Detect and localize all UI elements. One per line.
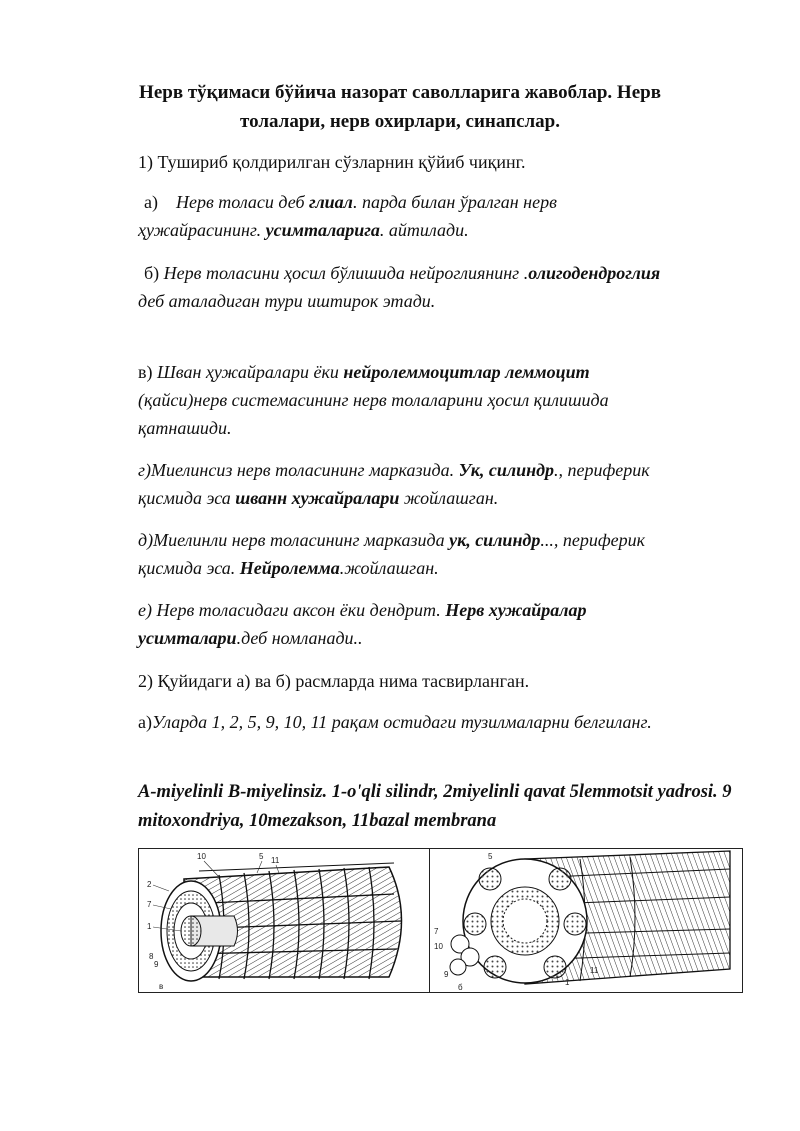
item-v [138, 358, 678, 442]
svg-text:8: 8 [149, 952, 154, 961]
svg-text:5: 5 [488, 852, 493, 861]
question-1: 1) Тушириб қолдирилган сўзларнин қўйиб чиқинг. [138, 152, 526, 172]
item-a-answer-1: глиал [309, 192, 353, 212]
svg-text:1: 1 [565, 978, 570, 987]
item-e-text-2: .деб номланади.. [236, 628, 363, 648]
item-d-answer-1: ук, силиндр [449, 530, 541, 550]
item-e [138, 596, 678, 652]
item-b [138, 259, 678, 315]
item-d-text-2: ..., периферик қисмида эса. [138, 530, 646, 578]
svg-text:10: 10 [197, 852, 206, 861]
svg-text:11: 11 [271, 856, 280, 865]
item-b-text-1: Нерв толасини ҳосил бўлишида нейроглиянинг . [163, 263, 529, 283]
svg-text:9: 9 [444, 970, 449, 979]
item-d-text-3: .жойлашган. [339, 558, 439, 578]
item-e-answer-1: Нерв хужайралар усимталари [138, 600, 587, 648]
item-v-text-2: (қайси)нерв системасининг нерв толаларини ҳосил қилишида қатнашиди. [138, 390, 609, 438]
svg-text:1: 1 [147, 922, 152, 931]
question-2a [138, 708, 678, 736]
svg-text:5: 5 [259, 852, 264, 861]
question-2a-text: Уларда 1, 2, 5, 9, 10, 11 рақам остидаги тузилмаларни белгиланг. [151, 712, 652, 732]
svg-text:в: в [159, 982, 164, 991]
item-b-answer-1: олигодендроглия [528, 263, 661, 283]
item-a-prefix: а) [144, 192, 158, 212]
item-d-text-1: д)Миелинли нерв толасининг марказида [138, 530, 450, 550]
item-g-answer-2: шванн хужайралари [235, 488, 400, 508]
item-v-answer-1: нейролеммоцитлар леммоцит [343, 362, 590, 382]
item-e-text-1: е) Нерв толасидаги аксон ёки дендрит. [138, 600, 446, 620]
unmyelinated-fiber-illustration [430, 849, 742, 992]
svg-text:7: 7 [147, 900, 152, 909]
item-v-text-1: Шван ҳужайралари ёки [157, 362, 344, 382]
item-g-text-2: ., периферик қисмида эса [138, 460, 650, 508]
svg-text:7: 7 [434, 927, 439, 936]
item-v-prefix: в) [138, 362, 157, 382]
item-g-text-3: жойлашган. [399, 488, 499, 508]
item-d-answer-2: Нейролемма [239, 558, 340, 578]
item-g [138, 456, 678, 512]
nerve-fiber-figure [138, 848, 743, 993]
item-b-prefix: б) [144, 263, 164, 283]
question-2: 2) Қуйидаги а) ва б) расмларда нима тасвирланган. [138, 671, 530, 691]
item-b-text-2: деб аталадиган тури иштирок этади. [138, 291, 436, 311]
svg-text:11: 11 [590, 966, 599, 975]
item-g-answer-1: Ук, силиндр [458, 460, 555, 480]
answer-text: A-miyelinli B-miyelinsiz. 1-o'qli silindr, 2miyelinli qavat 5lemmotsit yadrosi. 9 mitoxondriya, 10mezakson, 11bazal membrana [138, 782, 732, 831]
svg-text:9: 9 [154, 960, 159, 969]
page-title: Нерв тўқимаси бўйича назорат саволларига жавоблар. Нерв толалари, нерв охирлари, синапслар. [139, 82, 661, 132]
question-2a-prefix: а) [138, 712, 152, 732]
item-g-text-1: г)Миелинсиз нерв толасининг марказида. [138, 460, 459, 480]
svg-text:10: 10 [434, 942, 443, 951]
item-a-text-3: . айтилади. [379, 220, 469, 240]
svg-text:2: 2 [147, 880, 152, 889]
myelinated-fiber-illustration [139, 849, 429, 992]
svg-text:б: б [458, 983, 463, 992]
item-a [138, 188, 678, 244]
item-d [138, 526, 678, 582]
item-a-text-2: . парда билан ўралган нерв ҳужайрасининг. [138, 192, 557, 240]
item-a-answer-2: усимталарига [265, 220, 380, 240]
item-a-text-1: Нерв толаси деб [175, 192, 310, 212]
